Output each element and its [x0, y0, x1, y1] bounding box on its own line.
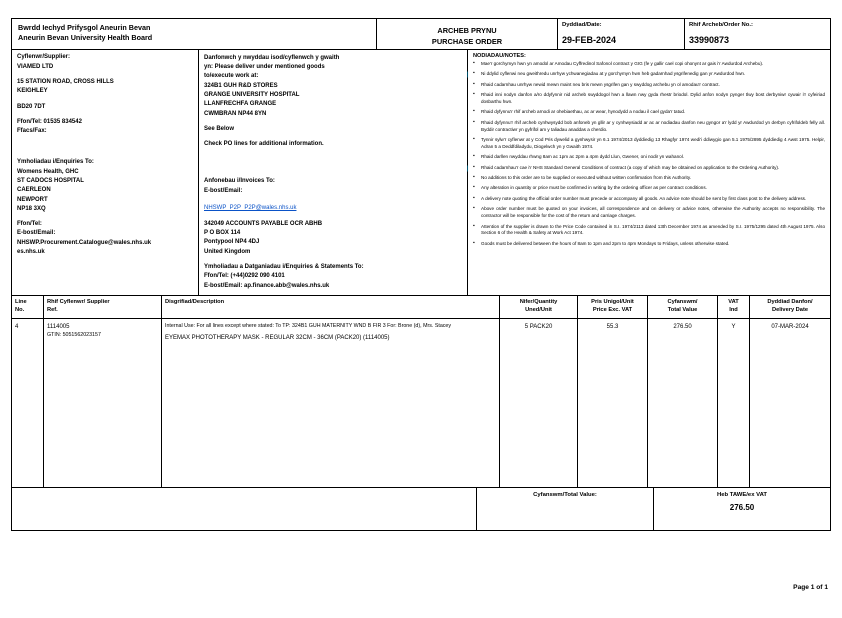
- cell-vat-indicator: Y: [718, 319, 750, 487]
- delivery-po-note: Check PO lines for additional information.: [204, 141, 324, 148]
- note-marker-icon: ▪ |: [467, 165, 469, 172]
- note-text: Attention of the supplier is drawn to the Price Code contained in S.I. 1974/2113 dated 13th December 1974 as amended by S.I. 1975/1295 dated 4th August 1975. Also Section 6 of the Health & Safety at Work Act 1974.: [481, 223, 825, 236]
- enquiries-line-2: CAERLEON: [17, 187, 51, 194]
- enquiries-email-label: E-bost/Email:: [17, 230, 56, 237]
- note-text: Rhaid dyfynnu'r rhif archeb cynhwysydd bob anfoneb yn gllir ar y cynhwysiadd ar ac ar nodiadau danfon neu gyngor a'r lydd yr Awdurdod yn derbyn cyfrifoldeb felly all. Byddir contractiwr yn gyfrifol am y taliadau anaddas a cherdio.: [481, 119, 825, 132]
- col-header-qty-1: Nifer/Quantity: [519, 298, 558, 305]
- note-text: No additions to this order are to be supplied or executed without written confirmation from this Authority.: [481, 175, 692, 181]
- col-header-description: [162, 296, 500, 318]
- invoices-email-label: E-bost/Email:: [204, 187, 243, 194]
- document-sheet: [11, 18, 831, 531]
- notes-title: NODIADAU/NOTES:: [473, 52, 526, 59]
- info-section: [11, 49, 831, 296]
- col-header-total-1: Cyfanswm/: [667, 298, 698, 305]
- enquiries-email-value-wrap: es.nhs.uk: [17, 249, 45, 256]
- col-header-price-2: Price Exc. VAT: [592, 306, 633, 313]
- supplier-title: Cyflenwr/Supplier:: [17, 53, 71, 60]
- col-header-qty-2: Uned/Unit: [525, 306, 552, 313]
- cell-delivery-date: 07-MAR-2024: [771, 324, 809, 331]
- organisation-block: [12, 19, 377, 49]
- col-header-ref-1: Rhif Cyflenwr/ Supplier: [47, 298, 110, 305]
- col-header-delivery-date: [750, 296, 830, 318]
- title-english: PURCHASE ORDER: [431, 37, 503, 47]
- totals-vat-value: 276.50: [729, 503, 755, 513]
- note-item: [473, 206, 825, 220]
- note-item: [473, 82, 825, 89]
- invoices-email-link[interactable]: NHSWP_P2P_P2P@wales.nhs.uk: [204, 204, 297, 211]
- delivery-see-below: See Below: [204, 125, 235, 132]
- delivery-line-0: 324B1 GUH R&D STORES: [204, 82, 278, 89]
- enquiries-line-1: ST CADOCS HOSPITAL: [17, 177, 84, 184]
- cell-total-value: 276.50: [648, 319, 718, 487]
- delivery-line-1: GRANGE UNIVERSITY HOSPITAL: [204, 92, 300, 99]
- enquiries-line-4: NP18 3XQ: [17, 205, 46, 212]
- note-item: [473, 120, 825, 134]
- cell-supplier-ref-code: 1114005: [47, 324, 70, 331]
- note-item: [473, 224, 825, 238]
- middle-column: [199, 50, 468, 295]
- col-header-vat-1: VAT: [728, 298, 739, 305]
- order-date-label: Dyddiad/Date:: [562, 22, 602, 28]
- col-header-ref-2: Ref.: [47, 306, 58, 313]
- supplier-line-2: 15 STATION ROAD, CROSS HILLS: [17, 79, 114, 86]
- enquiries-email-value: NHSWP.Procurement.Catalogue@wales.nhs.uk: [17, 239, 152, 246]
- note-text: Any alteration in quantity or price must be confirmed in writing by the ordering officer as per contract conditions.: [481, 185, 707, 191]
- note-text: Rhaid cadarnhau unrhyw newid mewn maint neu bris mewn ysgrifen gan y swyddog archebu yn ol amodau'r contract.: [481, 81, 720, 87]
- note-text: Above order number must be quoted on your invoices, all correspondence and on delivery or advice notes, otherwise the Authority accepts no responsibility. The contractor will be responsible for the cost of the return and carriage charges.: [481, 206, 825, 219]
- totals-label-cell: [477, 488, 654, 530]
- cell-quantity: 5 PACK20: [500, 319, 578, 487]
- enquiries-line-0: Womens Health, GHC: [17, 168, 79, 175]
- totals-label: Cyfanswm/Total Value:: [533, 492, 597, 499]
- note-text: Rhaid inni nodyn danfon a/ro ddyfynnir nid archeb swyddogol hwn a llawn nwy gyda rhestr briodol. Dylid anfon nodyn pynger tlwy bost derbyniwr cywair i'r cyfeiriad dosbarthu hwn.: [481, 92, 825, 104]
- note-text: Rhaid darllen nwyddau rhwng 8am ac 1pm ac 2pm a 4pm dydd Llun, Gwener, oni nodir yn wahanol.: [481, 154, 685, 160]
- cell-supplier-ref: [44, 319, 162, 487]
- table-header-row: [12, 296, 830, 319]
- cell-description-note: Internal Use: For all lines except where stated: To TP: 324B1 GUH MATERNITY WND B FIR 3 For: Brone (d), Mrs. Stacey: [165, 323, 452, 330]
- invoices-title: Anfonebau i/Invoices To:: [204, 177, 275, 184]
- note-text: Mae'r gorchymyn hwn yn amodol ar Amodau Cyffredinol Safonol contract y GIG (fe y gallir cael copi ohonynt ar gais i'r Awdurdod Archebu).: [481, 60, 764, 66]
- order-number-block: [685, 19, 830, 49]
- document-title-block: [377, 19, 558, 49]
- col-header-unit-price: [578, 296, 648, 318]
- delivery-title-english: yn: Please deliver under mentioned goods: [204, 64, 325, 71]
- org-name-welsh: Bwrdd Iechyd Prifysgol Aneurin Bevan: [18, 23, 151, 32]
- table-row: [12, 319, 830, 487]
- note-item: [473, 109, 825, 116]
- note-text: Goods must be delivered between the hours of 8am to 1pm and 2pm to 4pm Mondays to Fridays, unless otherwise stated.: [481, 240, 730, 246]
- totals-spacer: [12, 488, 477, 530]
- invoices-line-2: Pontypool NP4 4DJ: [204, 239, 260, 246]
- order-date-block: [558, 19, 685, 49]
- page-number: Page 1 of 1: [793, 584, 828, 591]
- col-header-total-value: [648, 296, 718, 318]
- document-header: [11, 18, 831, 49]
- delivery-line-3: CWMBRAN NP44 8YN: [204, 110, 267, 117]
- note-item: [473, 137, 825, 151]
- note-text: Tynnir sylw'r cyflenwr at y Cod Pris dywelid a gynhwysir yn 6.1 1974/2013 dyddiedig 13 Rhagfyr 1974 wedi'i ddiwygio gan 5.1 1975/2895 dyddiedig 4 Awst 1975. Helpir, Adran 5 a Deddfdiladydu, Diogelwch yn y Gwaith 1974.: [481, 137, 825, 149]
- cell-supplier-gtin: GTIN: 5051562023157: [47, 331, 101, 338]
- line-items-table: [11, 296, 831, 488]
- note-item: [473, 92, 825, 106]
- statements-email: E-bost/Email: ap.finance.abb@wales.nhs.uk: [204, 282, 330, 289]
- delivery-title-welsh: Danfonwch y nwyddau isod/cyflenwch y gwaith: [204, 54, 340, 61]
- col-header-line-2: No.: [15, 306, 25, 313]
- delivery-title-english-2: to/execute work at:: [204, 73, 259, 80]
- statements-title: Ymholiadau a Datganiadau i/Enquiries & Statements To:: [204, 264, 364, 271]
- supplier-line-5: BD20 7DT: [17, 103, 46, 110]
- note-item: [473, 154, 825, 161]
- cell-description: [162, 319, 500, 487]
- col-header-total-2: Total Value: [667, 306, 698, 313]
- cell-description-main: EYEMAX PHOTOTHERAPY MASK - REGULAR 32CM - 36CM (PACK20) (1114005): [165, 334, 390, 341]
- note-item: [473, 185, 825, 192]
- note-item: [473, 241, 825, 248]
- col-header-price-1: Pris Unigol/Unit: [591, 298, 634, 305]
- order-number-label: Rhif Archeb/Order No.:: [689, 22, 753, 28]
- invoices-line-3: United Kingdom: [204, 248, 251, 255]
- note-text: Ni ddylid cyflenwi neu gweithredu unrhyw ychwanegiadau at y gorchymyn hwn heb gadarnhad ysgrifenedig gan yr Awdurdod hwn.: [481, 71, 746, 77]
- totals-value-cell: [654, 488, 830, 530]
- statements-tel: Ffon/Tel: (+44)0292 090 4101: [204, 273, 285, 280]
- note-item: [467, 71, 825, 79]
- col-header-quantity: [500, 296, 578, 318]
- supplier-line-0: VIAMED LTD: [17, 63, 54, 70]
- col-header-desc-1: Disgrifiad/Description: [165, 298, 225, 305]
- invoices-line-1: P O BOX 114: [204, 230, 241, 237]
- col-header-vat-2: Ind: [729, 306, 738, 313]
- note-marker-icon: ▪ |: [467, 72, 469, 79]
- delivery-line-2: LLANFRECHFA GRANGE: [204, 101, 277, 108]
- supplier-tel: Ffon/Tel: 01535 834542: [17, 119, 82, 126]
- col-header-date-2: Delivery Date: [771, 306, 809, 313]
- note-text: Rhaid cadarnhau'r cae i'r NHS Standard General Conditions of contract (a copy of which may be obtained on application to the Ordering Authority).: [481, 164, 780, 170]
- note-item: [473, 61, 825, 68]
- order-date-value: 29-FEB-2024: [562, 34, 617, 45]
- enquiries-line-3: NEWPORT: [17, 196, 48, 203]
- enquiries-tel-label: Ffon/Tel:: [17, 221, 42, 228]
- supplier-line-3: KEIGHLEY: [17, 88, 48, 95]
- enquiries-title: Ymholiadau i/Enquiries To:: [17, 158, 94, 165]
- totals-section: [11, 488, 831, 531]
- left-column: [12, 50, 199, 295]
- invoices-line-0: 342049 ACCOUNTS PAYABLE OCR ABHB: [204, 220, 323, 227]
- cell-line-no: 4: [12, 319, 44, 487]
- col-header-line-1: Line: [15, 298, 27, 305]
- col-header-line: [12, 296, 44, 318]
- notes-column: [468, 50, 830, 295]
- totals-vat-label: Heb TAWE/ex VAT: [716, 492, 768, 499]
- note-item: [473, 196, 825, 203]
- note-text: A delivery note quoting the official order number must precede or accompany all goods. An advice note should be sent by first class post to the delivery address.: [481, 195, 807, 201]
- title-welsh: ARCHEB PRYNU: [437, 26, 497, 35]
- supplier-fax: Ffacs/Fax:: [17, 128, 47, 135]
- cell-unit-price: 55.3: [578, 319, 648, 487]
- note-item: [467, 164, 825, 172]
- org-name-english: Aneurin Bevan University Health Board: [18, 33, 153, 43]
- col-header-supplier-ref: [44, 296, 162, 318]
- col-header-vat: [718, 296, 750, 318]
- note-text: Rhaid dyfynnu'r rhif archeb arnodi ar ohebiaethau, ac ar wear, hynodydd a nodau il cael gyda'r tatud.: [481, 109, 686, 115]
- order-number-value: 33990873: [689, 34, 730, 45]
- note-item: [473, 175, 825, 182]
- col-header-date-1: Dyddiad Danfon/: [767, 298, 813, 305]
